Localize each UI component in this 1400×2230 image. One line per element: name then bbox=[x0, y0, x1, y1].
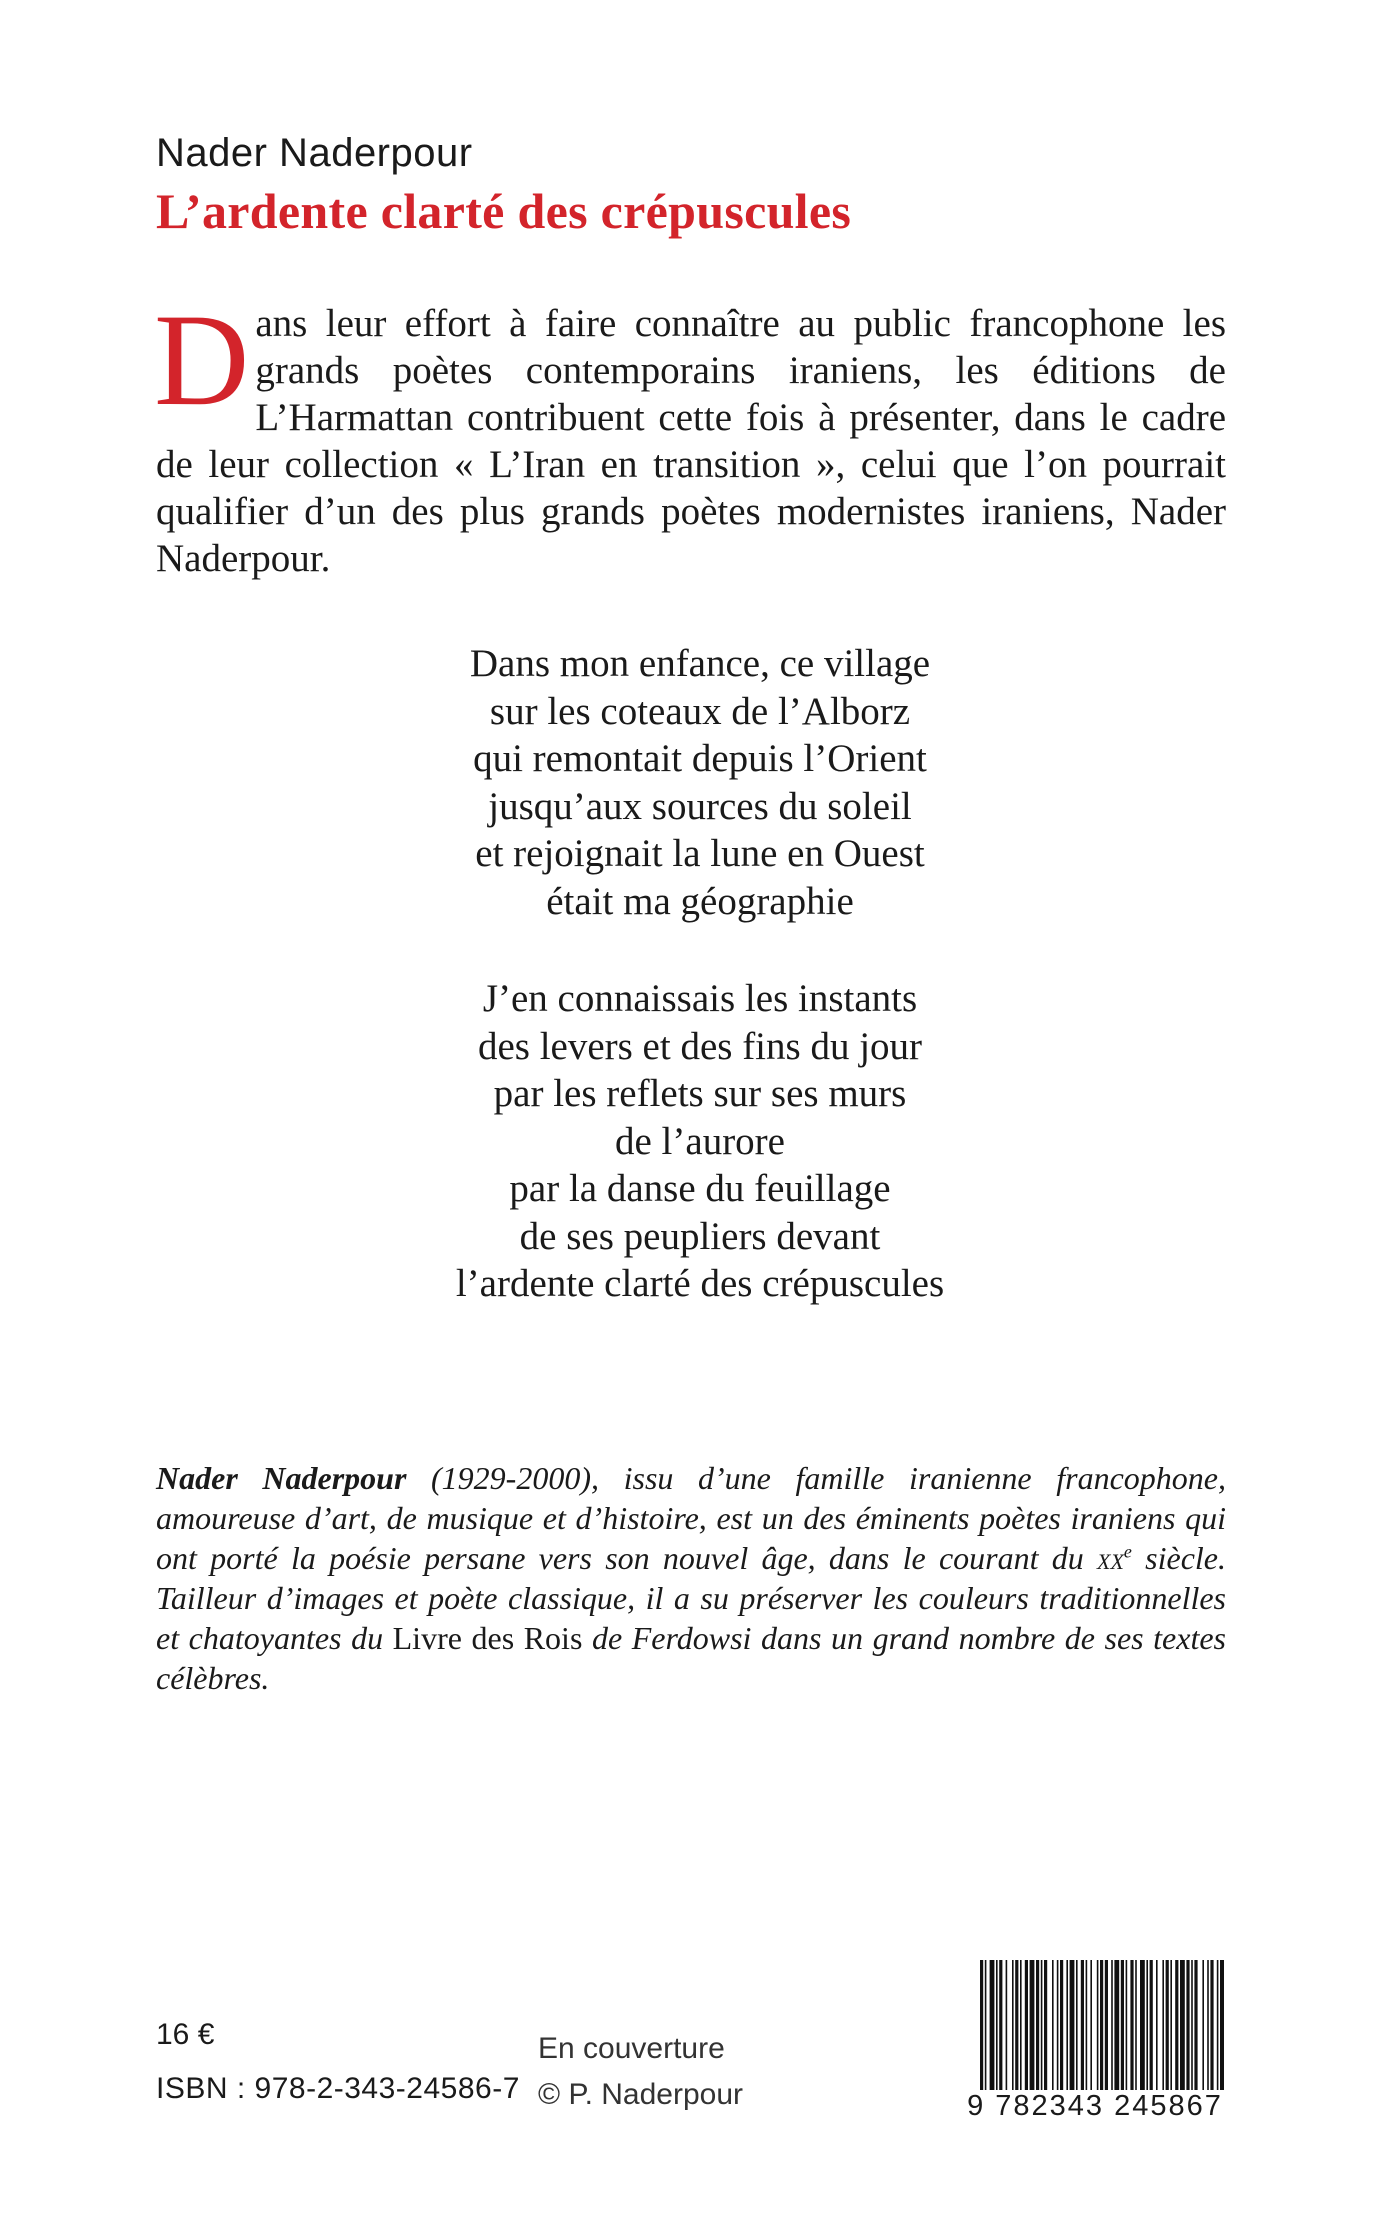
price: 16 € bbox=[156, 2018, 215, 2051]
poem-line: des levers et des fins du jour bbox=[477, 1024, 923, 1068]
poem-line: de l’aurore bbox=[615, 1119, 785, 1163]
intro-paragraph bbox=[154, 286, 1226, 582]
poem-line: Dans mon enfance, ce village bbox=[469, 642, 931, 685]
bio-text-2: siècle. Tailleur d’images et poète classique, il a su préserver les couleurs traditionnelles et chatoyantes du bbox=[156, 1540, 1227, 1656]
drop-cap: D bbox=[154, 286, 250, 433]
book-title: L’ardente clarté des crépuscules bbox=[156, 183, 852, 239]
bio-century-sup: e bbox=[1123, 1541, 1132, 1562]
poem-line: l’ardente clarté des crépuscules bbox=[455, 1262, 945, 1305]
bio-text-3: de Ferdowsi dans un grand nombre de ses textes célèbres. bbox=[156, 1620, 1226, 1696]
barcode-icon bbox=[978, 1960, 1224, 2108]
barcode-digits: 9 782343 245867 bbox=[960, 2090, 1230, 2123]
poem-line: par les reflets sur ses murs bbox=[493, 1072, 907, 1115]
cover-credit: © P. Naderpour bbox=[538, 2078, 744, 2111]
author-name: Nader Naderpour bbox=[156, 131, 473, 175]
poem-line: par la danse du feuillage bbox=[509, 1167, 891, 1210]
poem-stanza-1 bbox=[0, 640, 1400, 925]
poem-line: et rejoignait la lune en Ouest bbox=[475, 832, 925, 875]
isbn: ISBN : 978-2-343-24586-7 bbox=[156, 2072, 520, 2105]
cover-label: En couverture bbox=[538, 2032, 725, 2065]
author-biography bbox=[156, 1458, 1226, 1698]
poem-line: de ses peupliers devant bbox=[519, 1214, 881, 1258]
poem-line: J’en connaissais les instants bbox=[482, 977, 918, 1020]
poem-line: jusqu’aux sources du soleil bbox=[488, 784, 912, 828]
poem-line: sur les coteaux de l’Alborz bbox=[489, 689, 911, 733]
bio-book-title: Livre des Rois bbox=[392, 1620, 583, 1656]
poem-stanza-2 bbox=[0, 975, 1400, 1308]
bio-author-name: Nader Naderpour bbox=[156, 1460, 407, 1496]
poem-line: était ma géographie bbox=[546, 879, 854, 923]
poem-line: qui remontait depuis l’Orient bbox=[473, 737, 927, 780]
intro-text: ans leur effort à faire connaître au public francophone les grands poètes contemporains iraniens, les éditions de L’Harmattan contribuent cette fois à présenter, dans le cadre de leur collection « L’Iran en transition », celui que l’on pourrait qualifier d’un des plus grands poètes modernistes iraniens, Nader Naderpour. bbox=[156, 302, 1226, 580]
bio-century: xx bbox=[1097, 1540, 1124, 1576]
bio-text-1: (1929-2000), issu d’une famille iranienne francophone, amoureuse d’art, de musique et d’histoire, est un des éminents poètes iraniens qui ont porté la poésie persane vers son nouvel âge, dans le courant du bbox=[156, 1460, 1227, 1576]
